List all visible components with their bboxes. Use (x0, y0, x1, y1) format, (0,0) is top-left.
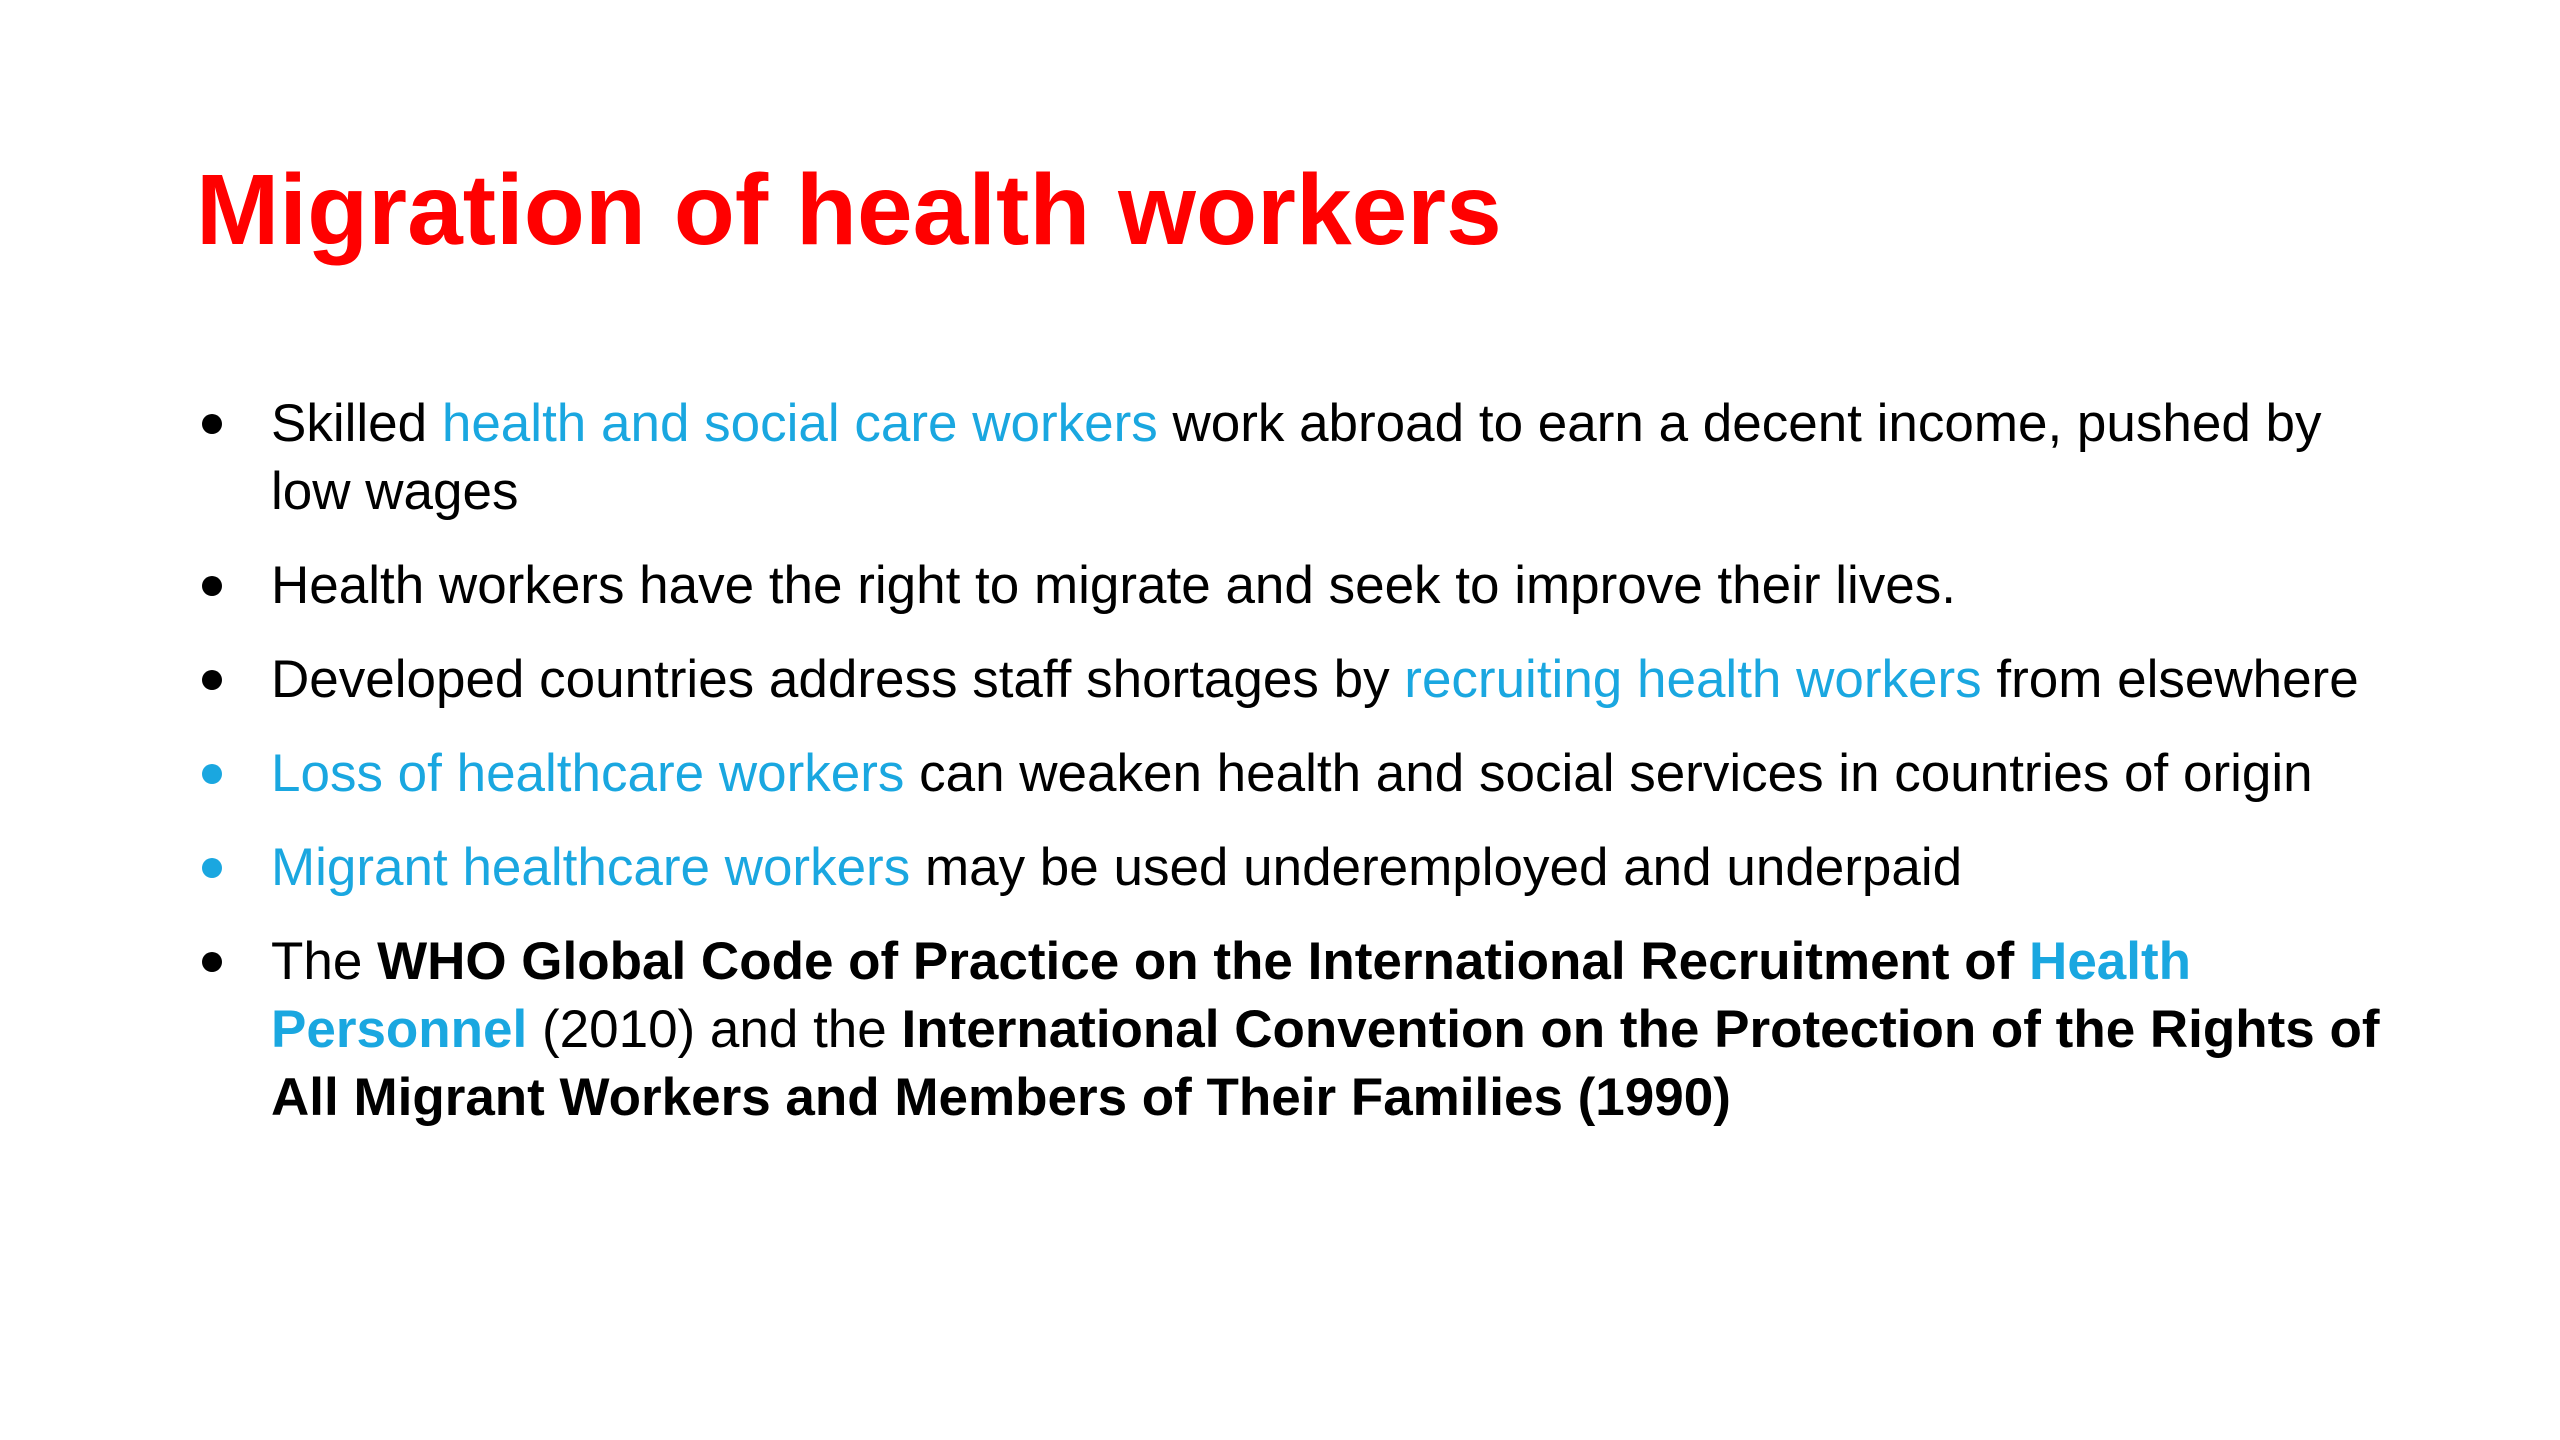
bullet-item (196, 928, 2396, 1132)
bullet-item (196, 834, 2396, 902)
highlight-text: Migrant healthcare workers (271, 838, 911, 897)
bullet-text: Developed countries address staff shortages by (271, 650, 1405, 709)
bullet-dot-icon (202, 576, 222, 596)
bullet-text: may be used underemployed and underpaid (910, 838, 1963, 897)
bullet-item (196, 552, 2396, 620)
bullet-dot-icon (202, 764, 222, 784)
bullet-dot-icon (202, 858, 222, 878)
bullet-text: can weaken health and social services in countries of origin (904, 744, 2313, 803)
bullet-text: The (271, 932, 378, 991)
bullet-dot-icon (202, 670, 222, 690)
bullet-text: from elsewhere (1981, 650, 2359, 709)
bullet-text: Skilled (271, 394, 442, 453)
bullet-item (196, 740, 2396, 808)
bullet-dot-icon (202, 952, 222, 972)
bullet-text: work abroad to earn a decent income, pushed by low wages (271, 394, 2322, 521)
highlight-bold-text: Health Personnel (271, 932, 2192, 1059)
slide-title: Migration of health workers (196, 154, 1502, 266)
bullet-list (196, 390, 2396, 1158)
bold-text: International Convention on the Protection of the Rights of All Migrant Workers and Members of Their Families (1990) (271, 1000, 2380, 1127)
highlight-text: recruiting health workers (1404, 650, 1982, 709)
bullet-text: (2010) and the (527, 1000, 902, 1059)
bullet-text: Health workers have the right to migrate and seek to improve their lives. (271, 556, 1957, 615)
highlight-text: health and social care workers (441, 394, 1158, 453)
bullet-item (196, 390, 2396, 526)
bullet-item (196, 646, 2396, 714)
bold-text: WHO Global Code of Practice on the International Recruitment of (377, 932, 2030, 991)
bullet-dot-icon (202, 414, 222, 434)
highlight-text: Loss of healthcare workers (271, 744, 905, 803)
